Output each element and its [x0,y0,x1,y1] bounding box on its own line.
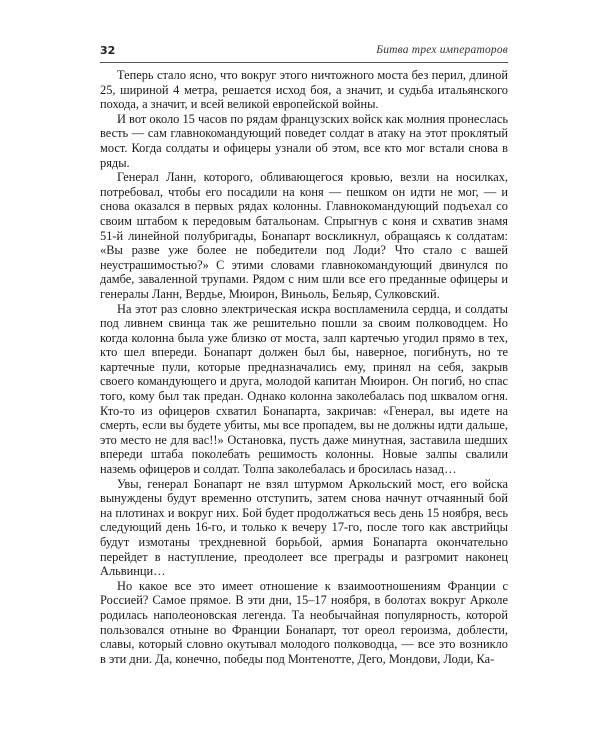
paragraph: Но какое все это имеет отношение к взаимоотношениям Франции с Россией? Самое прямое. В эти дни, 15–17 ноября, в болотах вокруг Арколе родилась наполеоновская легенда. Та необычайная популярность, которой пользовался отныне во Франции Бонапарт, тот ореол героизма, доблести, славы, который словно окутывал молодого полководца, — все это возникло в эти дни. Да, конечно, победы под Монтенотте, Дего, Мондови, Лоди, Ка- [100,578,508,666]
running-title: Битва трех императоров [376,44,508,56]
paragraph: Увы, генерал Бонапарт не взял штурмом Аркольский мост, его войска вынуждены будут временно отступить, затем снова начнут отчаянный бой на плотинах и вокруг них. Бой будет продолжаться весь день 15 ноября, весь следующий день 16-го, и только к вечеру 17-го, после того как австрийцы будут измотаны трехдневной борьбой, армия Бонапарта окончательно перейдет в наступление, преодолеет все преграды и разгромит наконец Альвинци… [100,476,508,579]
paragraph: Теперь стало ясно, что вокруг этого ничтожного моста без перил, длиной 25, шириной 4 метра, решается исход боя, а значит, и судьба итальянского похода, а значит, и всей великой европейской войны. [100,68,508,112]
body-text [100,68,508,666]
paragraph: На этот раз словно электрическая искра воспламенила сердца, и солдаты под ливнем свинца так же решительно пошли за своим полководцем. Но когда колонна была уже близко от моста, залп картечью угодил прямо в тех, кто шел впереди. Бонапарт должен был бы, наверное, погибнуть, но те картечные пули, которые предназначались ему, принял на себя, закрыв своего командующего и друга, молодой капитан Мюирон. Он погиб, но спас того, кому был так предан. Однако колонна заколебалась под шквалом огня. Кто-то из офицеров схватил Бонапарта, закричав: «Генерал, вы идете на смерть, если вы будете убиты, мы все пропадем, вы не должны идти дальше, это место не для вас!!» Остановка, пусть даже минутная, заставила шедших впереди штаба поколебать решимость колонны. Новые залпы свалили наземь офицеров и солдат. Толпа заколебалась и бросилась назад… [100,301,508,477]
header-divider [100,62,508,63]
paragraph: И вот около 15 часов по рядам французских войск как молния пронеслась весть — сам главнокомандующий поведет солдат в атаку на этот проклятый мост. Когда солдаты и офицеры узнали об этом, все кто мог встали снова в ряды. [100,111,508,170]
page-number: 32 [100,44,116,57]
paragraph: Генерал Ланн, которого, обливающегося кровью, везли на носилках, потребовал, чтобы его посадили на коня — пешком он идти не мог, — и снова оказался в первых рядах колонны. Главнокомандующий подъехал со своим штабом к передовым батальонам. Спрыгнув с коня и схватив знамя 51-й линейной полубригады, Бонапарт воскликнул, обращаясь к солдатам: «Вы разве уже более не победители под Лоди? Что стало с вашей неустрашимостью?» С этими словами главнокомандующий двинулся по дамбе, заваленной трупами. Рядом с ним шли все его преданные офицеры и генералы Ланн, Вердье, Мюирон, Виньоль, Бельяр, Сулковский. [100,170,508,301]
page-header [100,44,508,62]
